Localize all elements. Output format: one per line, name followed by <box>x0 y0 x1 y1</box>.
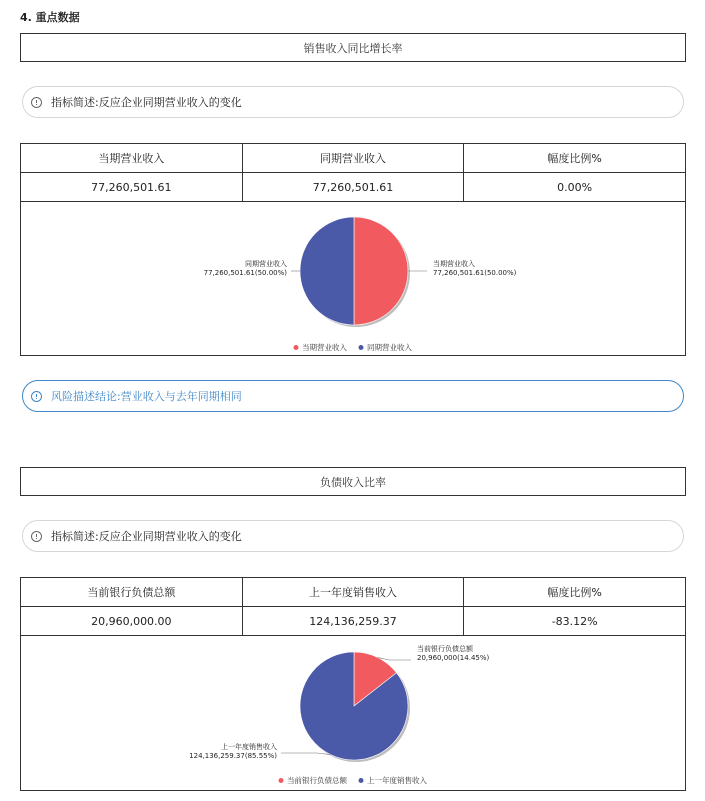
pie-label-value-1: 124,136,259.37(85.55%) <box>189 752 277 760</box>
sales-pie-chart-box <box>20 201 686 356</box>
legend-marker-1 <box>359 345 364 350</box>
table-cell: 77,260,501.61 <box>242 173 464 202</box>
table-cell: 0.00% <box>464 173 686 202</box>
debt-indicator-note <box>22 520 684 552</box>
table-header-cell: 上一年度销售收入 <box>242 578 464 607</box>
table-header-cell: 当期营业收入 <box>21 144 243 173</box>
info-icon <box>31 97 42 108</box>
pie-label-name-1: 上一年度销售收入 <box>221 743 277 751</box>
debt-pie-chart-box <box>20 635 686 791</box>
table-row <box>21 607 686 636</box>
table-cell: 77,260,501.61 <box>21 173 243 202</box>
pie-label-name-0: 当期营业收入 <box>433 260 475 268</box>
debt-ratio-table <box>20 577 686 636</box>
pie-label-line-0 <box>378 657 411 660</box>
pie-label-value-1: 77,260,501.61(50.00%) <box>203 269 287 277</box>
sales-indicator-text: 指标简述:反应企业同期营业收入的变化 <box>51 96 242 109</box>
pie-label-name-1: 同期营业收入 <box>245 260 287 268</box>
debt-ratio-title: 负债收入比率 <box>20 467 686 496</box>
table-row <box>21 173 686 202</box>
legend-label-0[interactable]: 当期营业收入 <box>302 343 347 352</box>
sales-pie-chart <box>21 201 685 355</box>
info-icon <box>31 531 42 542</box>
pie-label-value-0: 20,960,000(14.45%) <box>417 654 490 662</box>
pie-label-value-0: 77,260,501.61(50.00%) <box>433 269 517 277</box>
risk-conclusion-text: 风险描述结论:营业收入与去年同期相同 <box>51 390 242 403</box>
legend-label-0[interactable]: 当前银行负债总额 <box>287 776 347 785</box>
risk-conclusion-note <box>22 380 684 412</box>
sales-growth-title: 销售收入同比增长率 <box>20 33 686 62</box>
debt-pie-chart <box>21 635 685 790</box>
table-header-row <box>21 144 686 173</box>
info-icon <box>31 391 42 402</box>
table-cell: 20,960,000.00 <box>21 607 243 636</box>
legend-label-1[interactable]: 上一年度销售收入 <box>367 776 427 785</box>
pie-slice-0[interactable] <box>354 217 408 325</box>
sales-indicator-note <box>22 86 684 118</box>
legend-marker-0 <box>294 345 299 350</box>
section-heading: 4. 重点数据 <box>20 11 80 24</box>
legend-marker-1 <box>359 778 364 783</box>
table-cell: -83.12% <box>464 607 686 636</box>
table-header-cell: 幅度比例% <box>464 578 686 607</box>
table-header-cell: 当前银行负债总额 <box>21 578 243 607</box>
pie-label-name-0: 当前银行负债总额 <box>417 645 473 653</box>
table-cell: 124,136,259.37 <box>242 607 464 636</box>
table-header-cell: 同期营业收入 <box>242 144 464 173</box>
legend-label-1[interactable]: 同期营业收入 <box>367 343 412 352</box>
pie-slice-1[interactable] <box>300 217 354 325</box>
legend-marker-0 <box>279 778 284 783</box>
table-header-row <box>21 578 686 607</box>
pie-label-line-1 <box>281 753 330 755</box>
debt-indicator-text: 指标简述:反应企业同期营业收入的变化 <box>51 530 242 543</box>
sales-growth-table <box>20 143 686 202</box>
table-header-cell: 幅度比例% <box>464 144 686 173</box>
